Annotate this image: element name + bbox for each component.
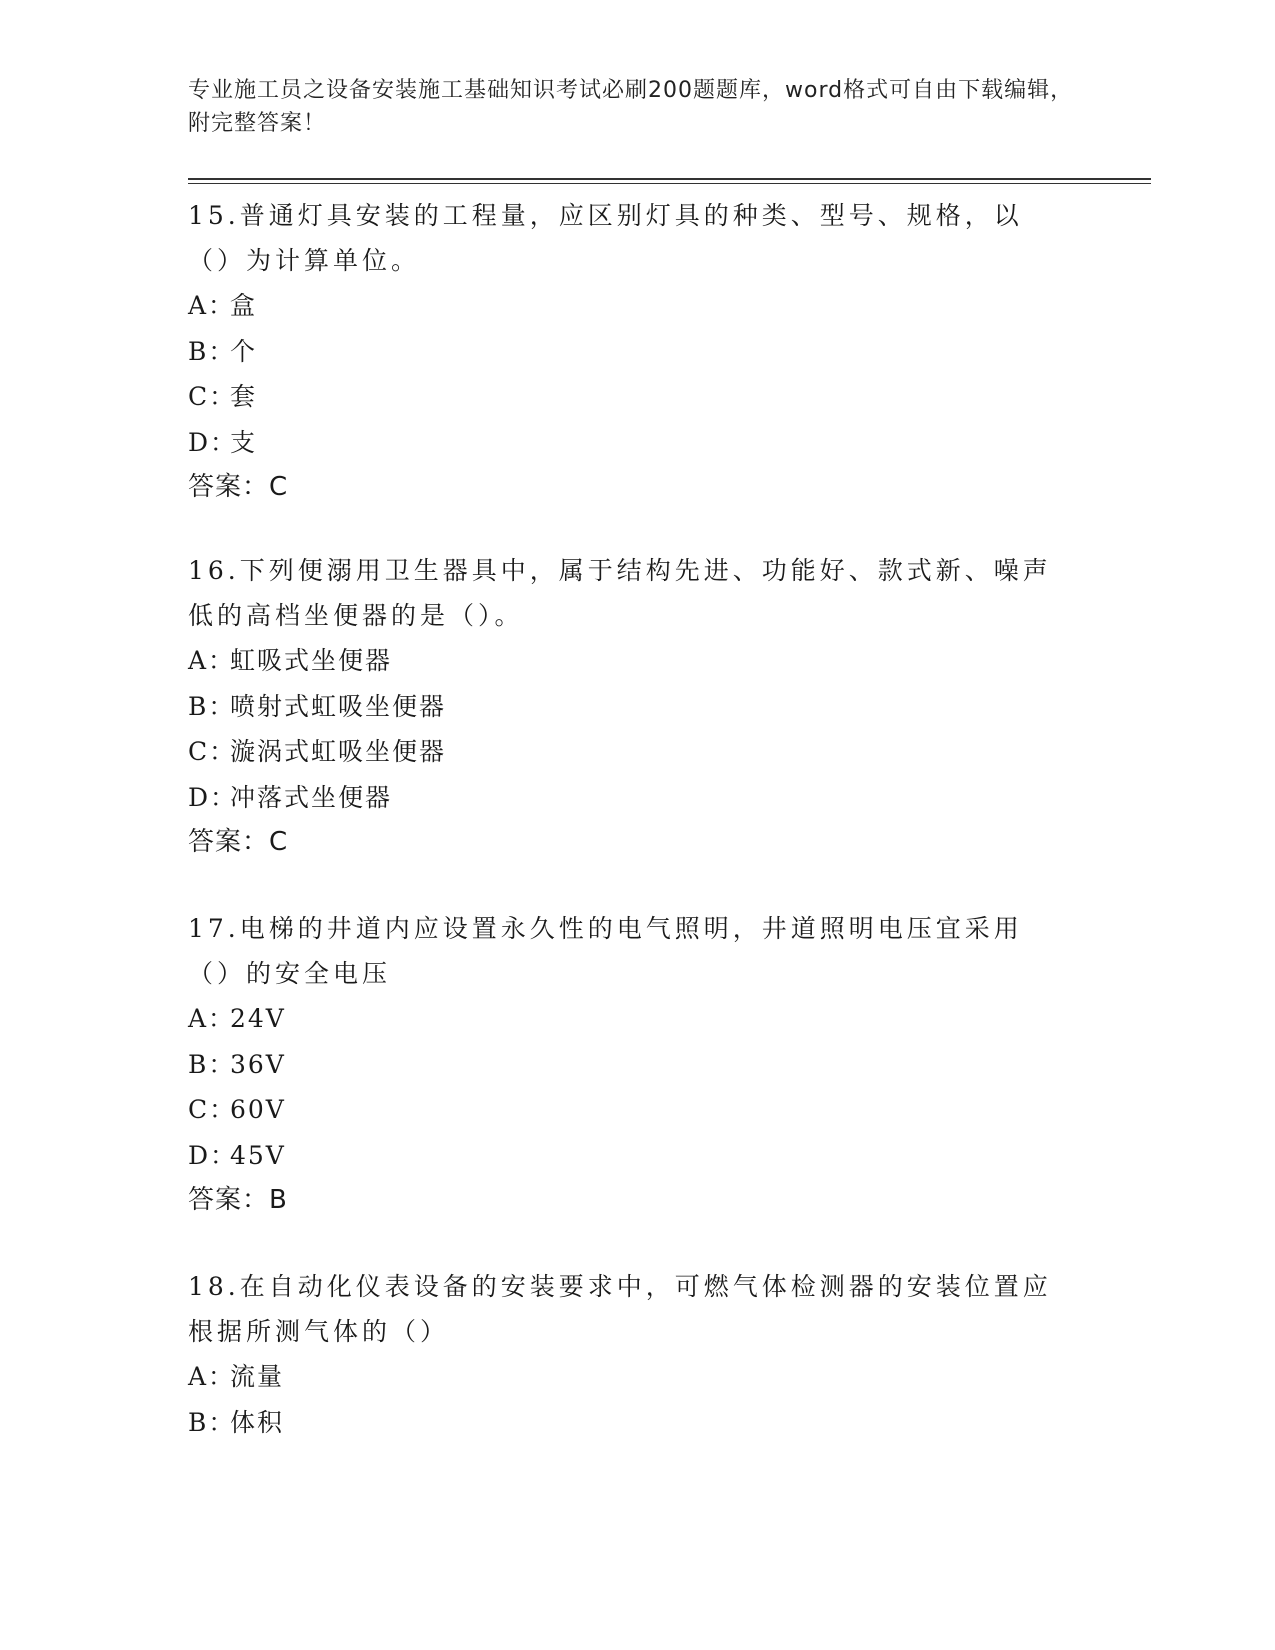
option-key: C： <box>188 1095 237 1124</box>
answer: 答案：B <box>188 1185 288 1215</box>
option-d <box>188 1133 1068 1179</box>
option-text: 流量 <box>230 1362 285 1391</box>
answer: 答案：C <box>188 472 289 502</box>
option-c <box>188 1087 1068 1133</box>
option-a <box>188 996 1068 1042</box>
option-key: A： <box>188 1362 236 1391</box>
option-c <box>188 374 1068 420</box>
option-key: D： <box>188 1140 238 1170</box>
option-b <box>188 1400 1068 1446</box>
option-b <box>188 684 1068 730</box>
option-key: A： <box>188 646 236 675</box>
question-text: 16.下列便溺用卫生器具中，属于结构先进、功能好、款式新、噪声低的高档坐便器的是（）。 <box>188 556 1052 630</box>
option-c <box>188 729 1068 775</box>
option-text: 36V <box>230 1049 286 1079</box>
option-key: B： <box>188 336 236 366</box>
option-text: 喷射式虹吸坐便器 <box>230 691 447 721</box>
option-key: B： <box>188 691 236 721</box>
option-key: A： <box>188 1004 236 1033</box>
option-a <box>188 1354 1068 1400</box>
option-key: C： <box>188 737 237 766</box>
question-18 <box>188 1264 1068 1445</box>
option-text: 虹吸式坐便器 <box>230 646 393 675</box>
option-text: 体积 <box>230 1407 285 1437</box>
option-text: 盒 <box>230 291 258 320</box>
header-divider-thick <box>188 178 1151 180</box>
option-b <box>188 329 1068 375</box>
header-divider-thin <box>188 183 1151 184</box>
option-text: 60V <box>230 1095 286 1124</box>
option-text: 个 <box>230 336 258 366</box>
option-text: 45V <box>230 1140 286 1170</box>
option-key: D： <box>188 782 238 812</box>
question-16 <box>188 548 1068 865</box>
question-17 <box>188 906 1068 1223</box>
option-a <box>188 283 1068 329</box>
document-header: 专业施工员之设备安装施工基础知识考试必刷200题题库，word格式可自由下载编辑，附完整答案！ <box>188 78 1074 136</box>
option-b <box>188 1042 1068 1088</box>
question-text: 18.在自动化仪表设备的安装要求中，可燃气体检测器的安装位置应根据所测气体的（） <box>188 1272 1052 1346</box>
option-a <box>188 638 1068 684</box>
option-text: 套 <box>230 382 258 411</box>
question-15 <box>188 193 1068 510</box>
option-key: B： <box>188 1407 236 1437</box>
option-key: A： <box>188 291 236 320</box>
question-text: 17.电梯的井道内应设置永久性的电气照明，井道照明电压宜采用（）的安全电压 <box>188 914 1023 988</box>
option-d <box>188 420 1068 466</box>
option-d <box>188 775 1068 821</box>
option-key: D： <box>188 427 238 457</box>
option-key: C： <box>188 382 237 411</box>
answer: 答案：C <box>188 827 289 857</box>
option-text: 冲落式坐便器 <box>230 782 393 812</box>
option-key: B： <box>188 1049 236 1079</box>
option-text: 漩涡式虹吸坐便器 <box>230 737 447 766</box>
question-text: 15.普通灯具安装的工程量，应区别灯具的种类、型号、规格，以（）为计算单位。 <box>188 201 1023 275</box>
option-text: 支 <box>230 427 258 457</box>
option-text: 24V <box>230 1004 286 1033</box>
